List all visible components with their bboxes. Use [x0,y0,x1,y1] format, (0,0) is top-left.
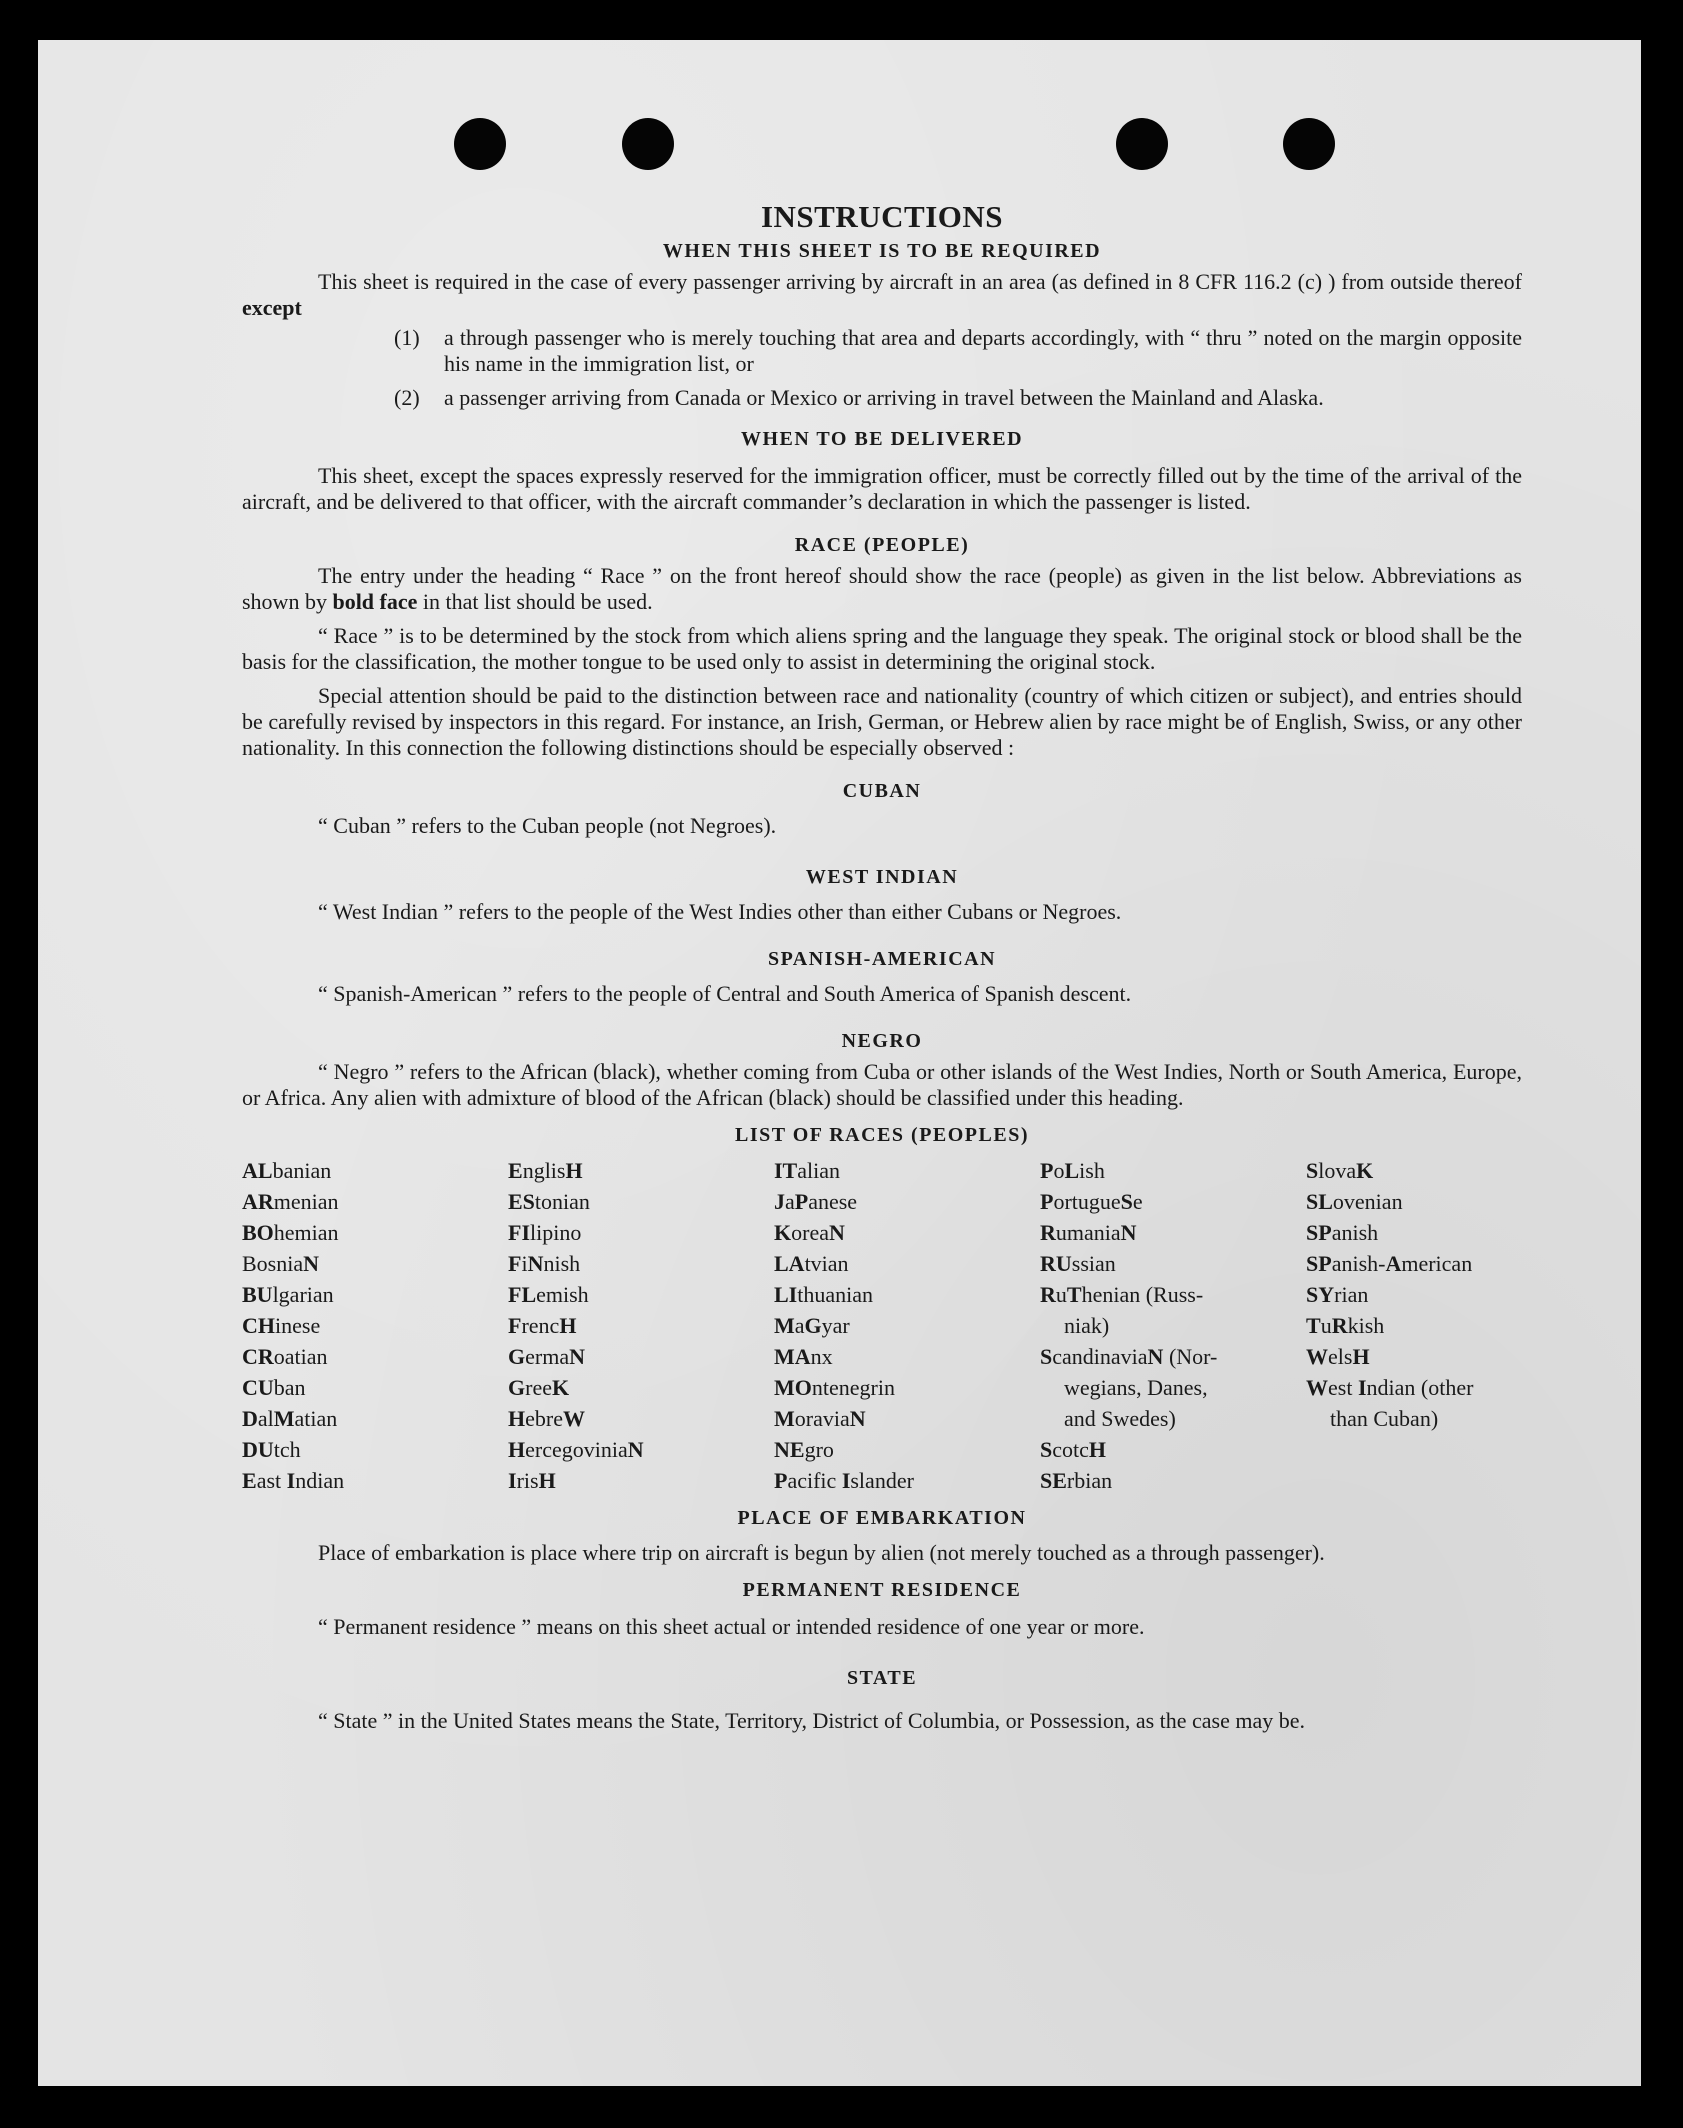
paragraph-race-entry: The entry under the heading “ Race ” on the front hereof should show the race (people) as given in the list below. Abbreviations as shown by bold face in that list should be used. [242,563,1522,614]
race-entry: BosniaN [242,1251,320,1276]
heading-permanent-residence: PERMANENT RESIDENCE [742,1579,1022,1601]
paragraph-race-nationality: Special attention should be paid to the distinction between race and nationality (country of which citizen or subject), and entries should be carefully revised by inspectors in this regard. For instance, an Irish, German, or Hebrew alien by race might be of English, Swiss, or any other nationality. In this connection the following distinctions should be especially observed : [242,683,1522,760]
race-entry: niak) [1064,1313,1110,1338]
race-entry: FIlipino [508,1220,582,1245]
race-entry: SlovaK [1306,1158,1374,1183]
exception-item-1: (1) a through passenger who is merely touching that area and departs accordingly, with “ thru ” noted on the margin opposite his name in the immigration list, or [394,325,1522,376]
races-column-5 [1306,1155,1522,1496]
race-entry: DUtch [242,1437,301,1462]
race-entry: EStonian [508,1189,590,1214]
races-column-4 [1040,1155,1306,1496]
heading-negro: NEGRO [841,1030,923,1052]
race-entry: LIthuanian [774,1282,874,1307]
race-entry: ITalian [774,1158,841,1183]
paragraph-negro: “ Negro ” refers to the African (black), whether coming from Cuba or other islands of the West Indies, North or South America, Europe, or Africa. Any alien with admixture of blood of the African (black) should be classified under this heading. [242,1059,1522,1110]
exception-item-2: (2) a passenger arriving from Canada or Mexico or arriving in travel between the Mainland and Alaska. [394,385,1324,410]
race-entry: KoreaN [774,1220,845,1245]
race-entry: GreeK [508,1375,570,1400]
race-entry: BOhemian [242,1220,339,1245]
race-entry: EnglisH [508,1158,583,1183]
race-entry: West Indian (other [1306,1375,1474,1400]
race-entry: RumaniaN [1040,1220,1137,1245]
heading-embarkation: PLACE OF EMBARKATION [737,1507,1027,1529]
punch-hole-3 [1116,118,1168,170]
race-entry: GermaN [508,1344,585,1369]
heading-cuban: CUBAN [842,780,922,802]
race-entry: Pacific Islander [774,1468,914,1493]
races-column-1 [242,1155,508,1496]
punch-hole-4 [1283,118,1335,170]
race-entry: SPanish-American [1306,1251,1473,1276]
race-entry: CRoatian [242,1344,328,1369]
race-entry: DalMatian [242,1406,338,1431]
paragraph-requirement: This sheet is required in the case of every passenger arriving by aircraft in an area (as defined in 8 CFR 116.2 (c) ) from outside thereof except [242,269,1522,320]
race-entry: SErbian [1040,1468,1113,1493]
race-entry: ARmenian [242,1189,339,1214]
race-entry: East Indian [242,1468,345,1493]
heading-spanish-american: SPANISH-AMERICAN [767,948,997,970]
races-column-2 [508,1155,774,1496]
paragraph-delivery: This sheet, except the spaces expressly reserved for the immigration officer, must be correctly filled out by the time of the arrival of the aircraft, and be delivered to that officer, with the aircraft commander’s declaration in which the passenger is listed. [242,463,1522,514]
paragraph-state: “ State ” in the United States means the State, Territory, District of Columbia, or Possession, as the case may be. [318,1708,1306,1733]
heading-when-delivered: WHEN TO BE DELIVERED [740,428,1024,450]
race-entry: PoLish [1040,1158,1105,1183]
race-entry: CUban [242,1375,306,1400]
race-entry: MAnx [774,1344,833,1369]
races-list [242,1155,1522,1496]
page-title: INSTRUCTIONS [760,199,1003,234]
race-entry: HercegoviniaN [508,1437,644,1462]
heading-when-required: WHEN THIS SHEET IS TO BE REQUIRED [662,240,1102,262]
race-entry: IrisH [508,1468,556,1493]
paragraph-race-definition: “ Race ” is to be determined by the stock from which aliens spring and the language they speak. The original stock or blood shall be the basis for the classification, the mother tongue to be used only to assist in determining the original stock. [242,623,1522,674]
race-entry: ALbanian [242,1158,332,1183]
race-entry: wegians, Danes, [1064,1375,1208,1400]
race-entry: FLemish [508,1282,589,1307]
race-entry: FrencH [508,1313,577,1338]
race-entry: LAtvian [774,1251,849,1276]
paragraph-embarkation: Place of embarkation is place where trip on aircraft is begun by alien (not merely touched as a through passenger). [318,1540,1325,1565]
instructions-content [242,192,1522,1734]
paragraph-spanish-american: “ Spanish-American ” refers to the people of Central and South America of Spanish descent. [318,981,1132,1006]
punch-hole-2 [622,118,674,170]
race-entry: TuRkish [1306,1313,1385,1338]
race-entry: MOntenegrin [774,1375,895,1400]
heading-state: STATE [846,1667,918,1689]
race-entry: MoraviaN [774,1406,866,1431]
race-entry: RuThenian (Russ- [1040,1282,1204,1307]
race-entry: MaGyar [774,1313,850,1338]
race-entry: than Cuban) [1330,1406,1439,1431]
punch-hole-1 [454,118,506,170]
race-entry: and Swedes) [1064,1406,1176,1431]
race-entry: PortugueSe [1040,1189,1143,1214]
race-entry: SYrian [1306,1282,1369,1307]
race-entry: HebreW [508,1406,585,1431]
paragraph-cuban: “ Cuban ” refers to the Cuban people (not Negroes). [318,813,777,838]
race-entry: SLovenian [1306,1189,1403,1214]
document-page [38,40,1641,2086]
race-entry: BUlgarian [242,1282,334,1307]
race-entry: RUssian [1040,1251,1116,1276]
race-entry: WelsH [1306,1344,1370,1369]
races-column-3 [774,1155,1040,1496]
paragraph-permanent-residence: “ Permanent residence ” means on this sheet actual or intended residence of one year or more. [318,1614,1145,1639]
heading-list-of-races: LIST OF RACES (PEOPLES) [734,1124,1029,1146]
race-entry: JaPanese [774,1189,858,1214]
race-entry: CHinese [242,1313,321,1338]
race-entry: ScotcH [1040,1437,1107,1462]
race-entry: NEgro [774,1437,834,1462]
race-entry: FiNnish [508,1251,581,1276]
heading-race: RACE (PEOPLE) [794,534,970,556]
paragraph-west-indian: “ West Indian ” refers to the people of the West Indies other than either Cubans or Negroes. [318,899,1122,924]
heading-west-indian: WEST INDIAN [805,866,959,888]
race-entry: SPanish [1306,1220,1379,1245]
race-entry: ScandinaviaN (Nor- [1040,1344,1218,1369]
